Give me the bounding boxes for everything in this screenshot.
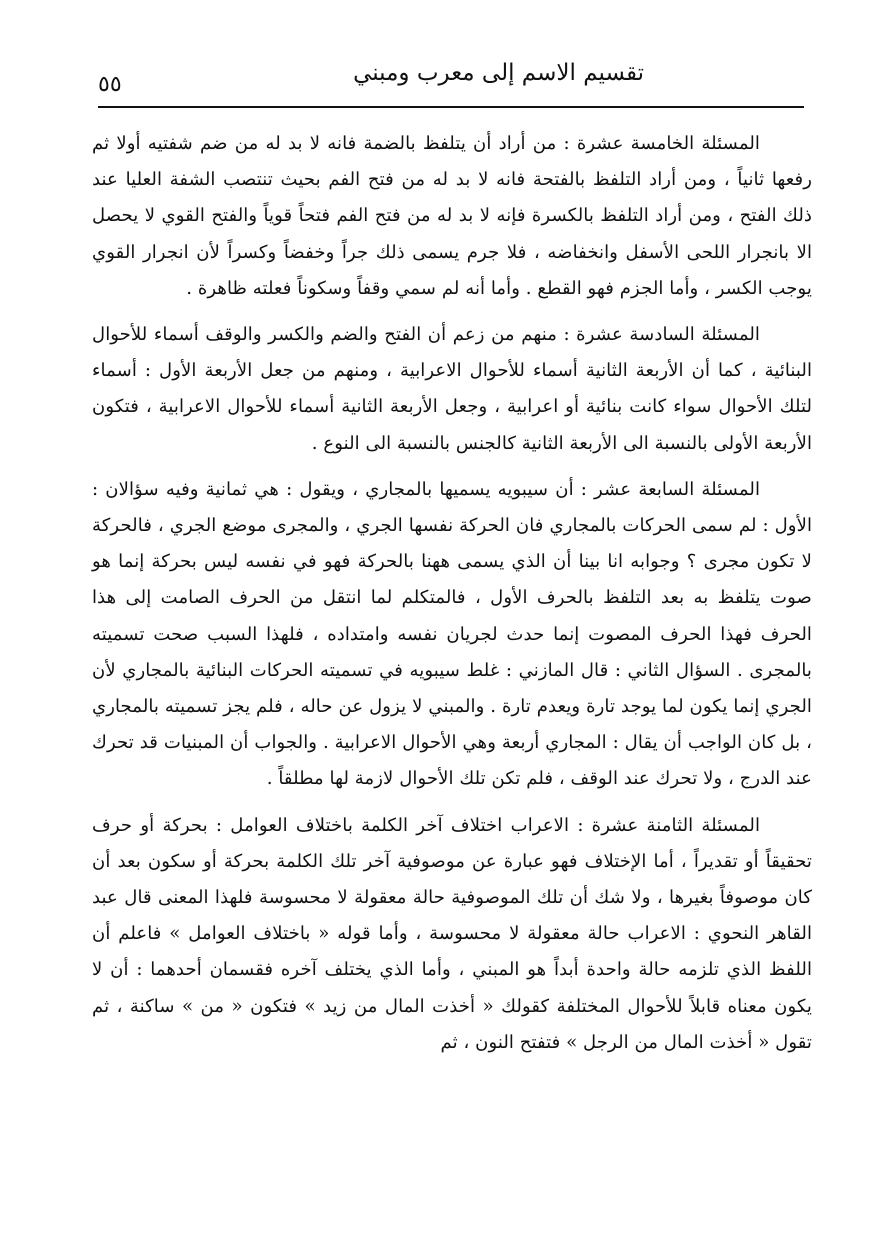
running-title: تقسيم الاسم إلى معرب ومبني [353, 60, 644, 86]
page-number: ٥٥ [98, 72, 122, 97]
paragraph-masala-15: المسئلة الخامسة عشرة : من أراد أن يتلفظ بالضمة فانه لا بد له من ضم شفتيه أولا ثم رفعها ثانياً ، ومن أراد التلفظ بالفتحة فانه لا بد له من فتح الفم بحيث تنتصب الشفة العليا عند ذلك الفتح ، ومن أراد التلفظ بالكسرة فإنه لا بد له من فتح الفم فتحاً قوياً والفتح القوي لا يحصل الا بانجرار اللحى الأسفل وانخفاضه ، فلا جرم يسمى ذلك جراً وخفضاً وكسراً لأن انجرار القوي يوجب الكسر ، وأما الجزم فهو القطع . وأما أنه لم سمي وقفاً وسكوناً فعلته ظاهرة . [92, 133, 812, 299]
running-header [98, 58, 804, 108]
paragraph-masala-18: المسئلة الثامنة عشرة : الاعراب اختلاف آخر الكلمة باختلاف العوامل : بحركة أو حرف تحقيقاً أو تقديراً ، أما الإختلاف فهو عبارة عن موصوفية آخر تلك الكلمة بحركة أو سكون بعد أن كان موصوفاً بغيرها ، ولا شك أن تلك الموصوفية حالة معقولة لا محسوسة فلهذا المعنى قال عبد القاهر النحوي : الاعراب حالة معقولة لا محسوسة ، وأما قوله « باختلاف العوامل » فاعلم أن اللفظ الذي تلزمه حالة واحدة أبداً هو المبني ، وأما الذي يختلف آخره فقسمان أحدهما : أن لا يكون معناه قابلاً للأحوال المختلفة كقولك « أخذت المال من زيد » فتكون « من » ساكنة ، ثم تقول « أخذت المال من الرجل » فتفتح النون ، ثم [92, 814, 812, 1053]
paragraph-masala-16: المسئلة السادسة عشرة : منهم من زعم أن الفتح والضم والكسر والوقف أسماء للأحوال البنائية ، كما أن الأربعة الثانية أسماء للأحوال الاعرابية ، ومنهم من جعل الأربعة الأول : أسماء لتلك الأحوال سواء كانت بنائية أو اعرابية ، وجعل الأربعة الثانية أسماء للأحوال الاعرابية ، فتكون الأربعة الأولى بالنسبة الى الأربعة الثانية كالجنس بالنسبة الى النوع . [92, 324, 812, 454]
body-text [92, 126, 812, 1061]
paragraph-masala-17: المسئلة السابعة عشر : أن سيبويه يسميها بالمجاري ، ويقول : هي ثمانية وفيه سؤالان : الأول : لم سمى الحركات بالمجاري فان الحركة نفسها الجري ، والمجرى موضع الجري ، فالحركة لا تكون مجرى ؟ وجوابه انا بينا أن الذي يسمى ههنا بالحركة فهو في نفسه ليس بحركة إنما هو صوت يتلفظ به بعد التلفظ بالحرف الأول ، فالمتكلم لما انتقل من الحرف الصامت إلى هذا الحرف فهذا الحرف المصوت إنما حدث لجريان نفسه وامتداده ، فلهذا السبب صحت تسميته بالمجرى . السؤال الثاني : قال المازني : غلط سيبويه في تسميته الحركات البنائية بالمجاري لأن الجري إنما يكون لما يوجد تارة ويعدم تارة . والمبني لا يزول عن حاله ، فلم يجز تسميته بالمجاري ، بل كان الواجب أن يقال : المجاري أربعة وهي الأحوال الاعرابية . والجواب أن المبنيات قد تحرك عند الدرج ، ولا تحرك عند الوقف ، فلم تكن تلك الأحوال لازمة لها مطلقاً . [92, 478, 812, 790]
